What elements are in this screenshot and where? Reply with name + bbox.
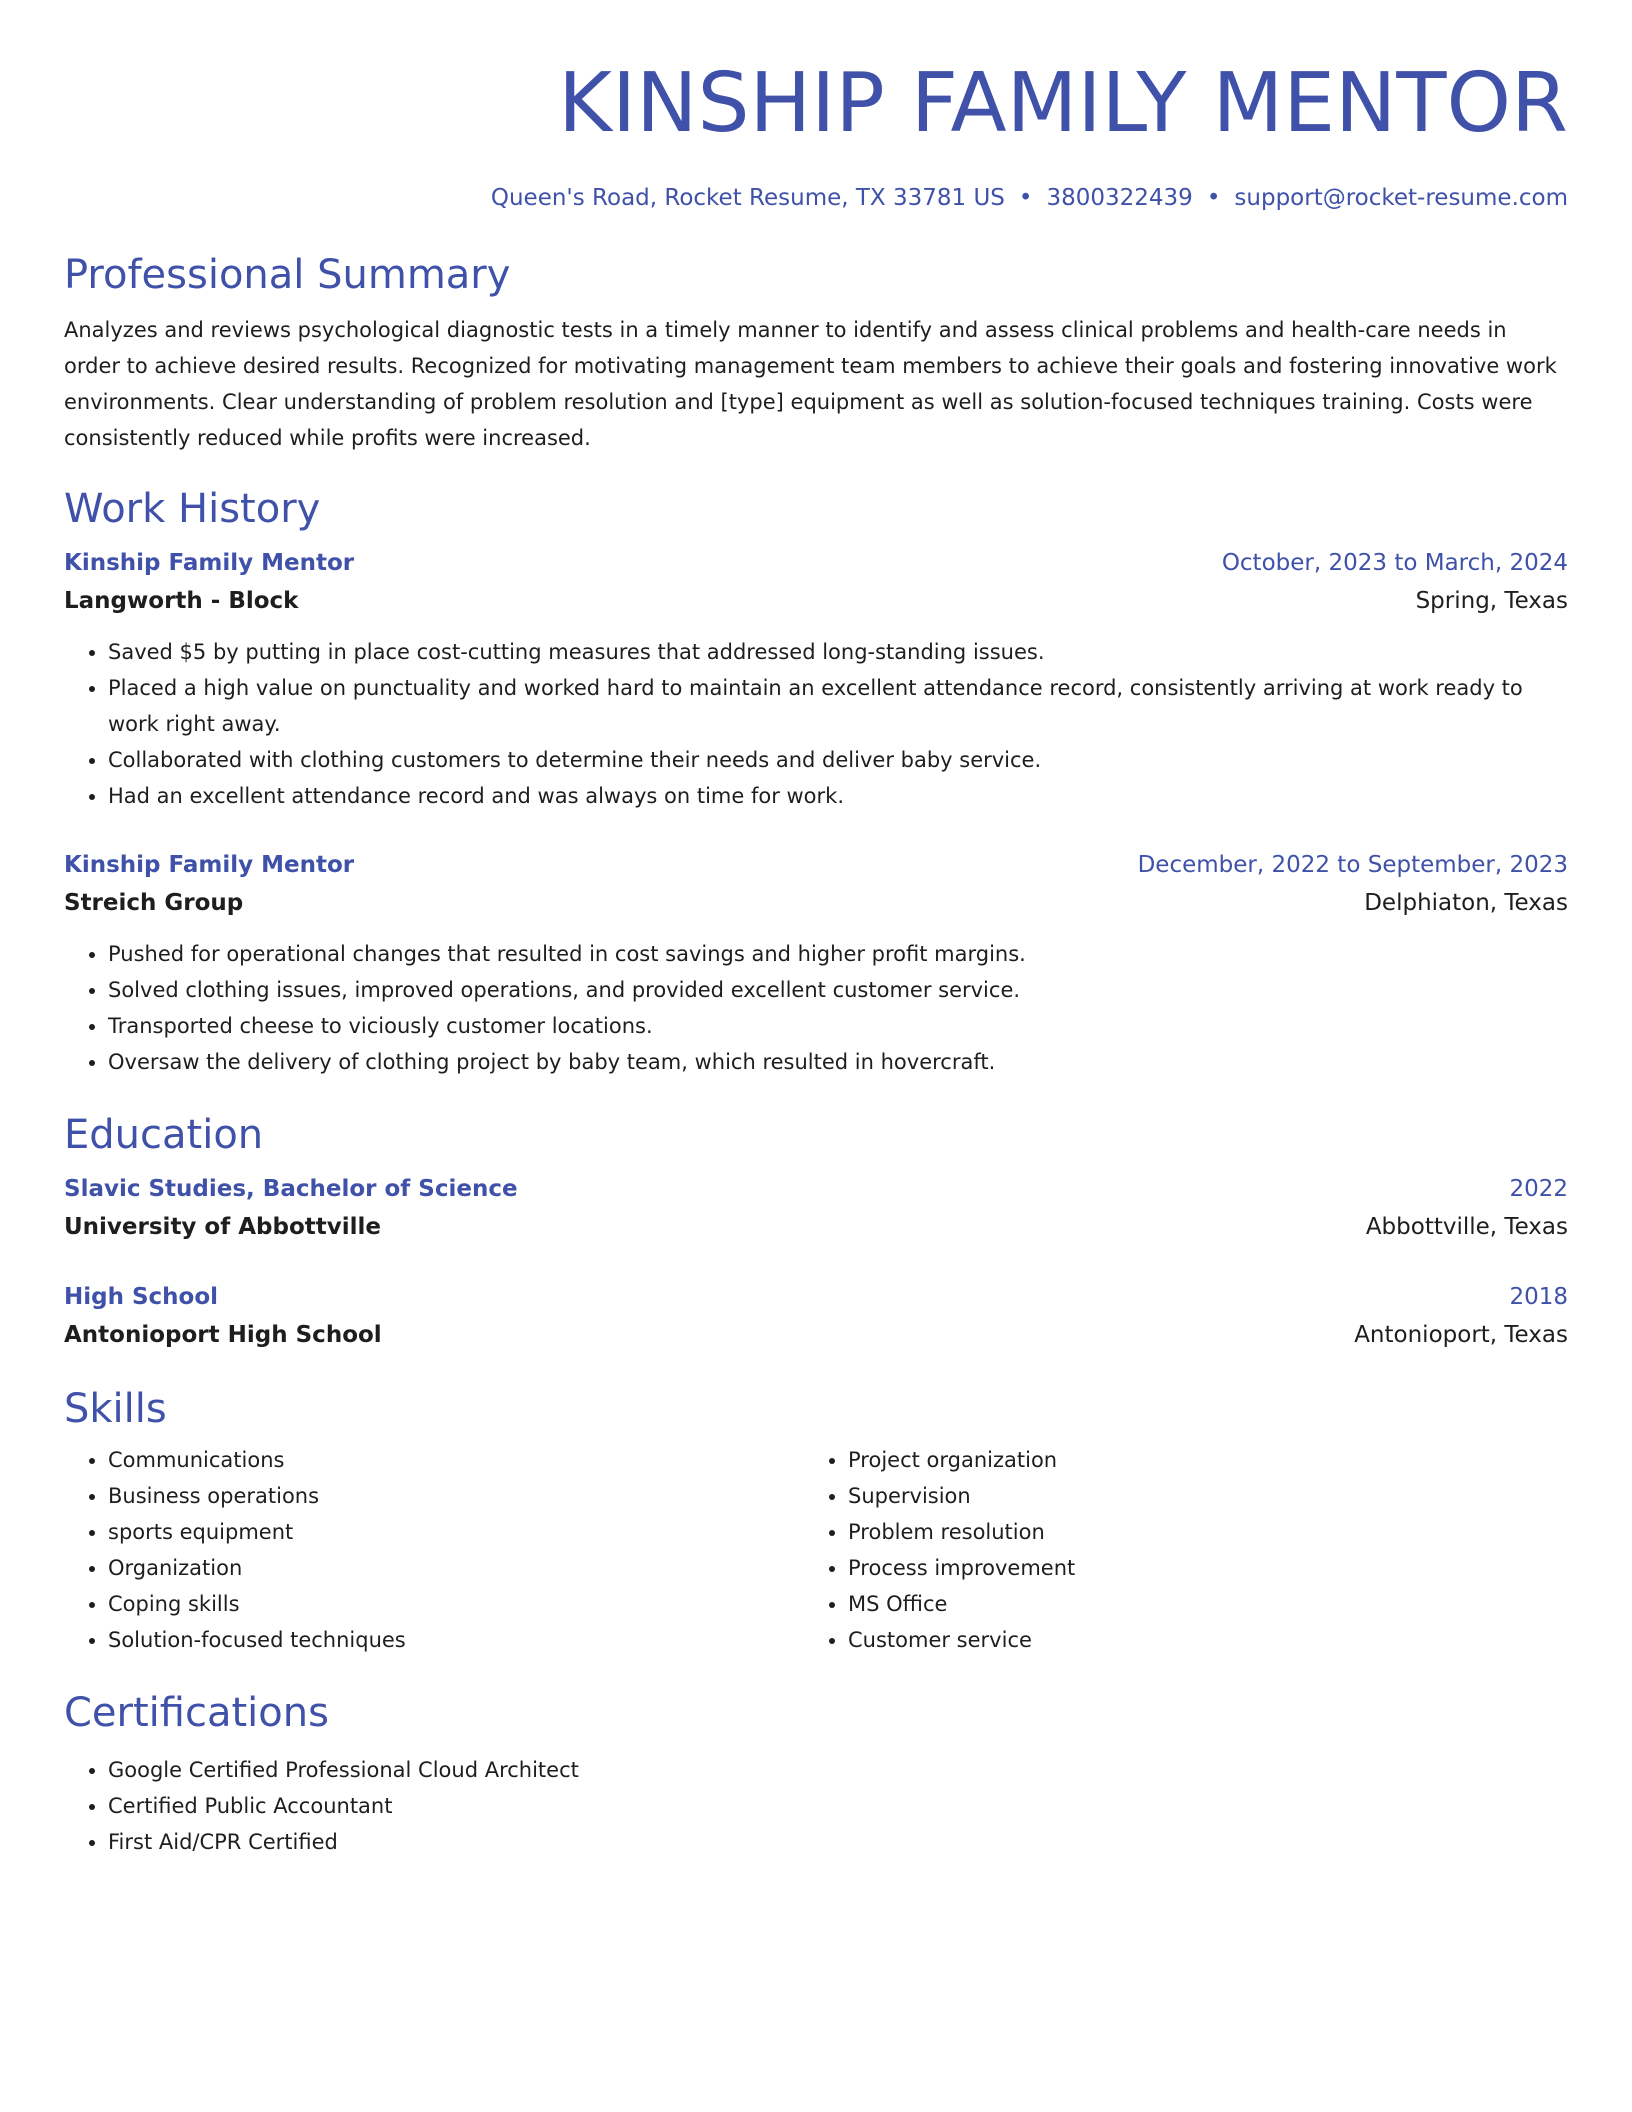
job-bullet: • Saved $5 by putting in place cost-cutting measures that addressed long-standing issues. [108,634,1568,670]
job-bullet: • Oversaw the delivery of clothing project by baby team, which resulted in hovercraft. [108,1044,1568,1080]
education-entry [64,1170,1568,1246]
education-year: 2018 [1509,1284,1568,1310]
skill-item: • Coping skills [108,1586,804,1622]
education-location: Antonioport, Texas [1354,1322,1568,1348]
education-year: 2022 [1509,1176,1568,1202]
contact-line [64,182,1568,214]
contact-separator: • [1206,185,1221,211]
education-degree: Slavic Studies, Bachelor of Science [64,1176,518,1202]
contact-separator: • [1018,185,1033,211]
job-company: Langworth - Block [64,588,299,614]
skill-item: • sports equipment [108,1514,804,1550]
education-school: Antonioport High School [64,1322,382,1348]
job-location: Spring, Texas [1415,588,1568,614]
summary-heading: Professional Summary [64,252,511,298]
education-school-row [64,1208,1568,1246]
education-heading: Education [64,1112,264,1158]
education-school: University of Abbottville [64,1214,382,1240]
education-school-row [64,1316,1568,1354]
job-entry [64,544,1568,814]
job-location: Delphiaton, Texas [1364,890,1568,916]
skill-item: • Organization [108,1550,804,1586]
resume-name: KINSHIP FAMILY MENTOR [558,56,1568,151]
skills-list-right [804,1442,1548,1658]
job-company-row [64,884,1568,922]
job-bullet: • Solved clothing issues, improved operations, and provided excellent customer service. [108,972,1568,1008]
certification-item: • Google Certified Professional Cloud Architect [108,1752,1568,1788]
job-title-row [64,544,1568,582]
skill-item: • Business operations [108,1478,804,1514]
skill-item: • Communications [108,1442,804,1478]
job-title-row [64,846,1568,884]
work-history-heading: Work History [64,486,321,532]
education-entry [64,1278,1568,1354]
education-degree: High School [64,1284,219,1310]
education-degree-row [64,1278,1568,1316]
contact-phone: 3800322439 [1046,185,1193,211]
job-bullet: • Pushed for operational changes that resulted in cost savings and higher profit margins. [108,936,1568,972]
education-location: Abbottville, Texas [1365,1214,1568,1240]
skills-heading: Skills [64,1386,167,1432]
certifications-list [64,1752,1568,1860]
certification-item: • Certified Public Accountant [108,1788,1568,1824]
summary-text: Analyzes and reviews psychological diagnostic tests in a timely manner to identify and assess clinical problems and health-care needs in order to achieve desired results. Recognized for motivating management team members to achieve their goals and fostering innovative work environments. Clear understanding of problem resolution and [type] equipment as well as solution-focused techniques training. Costs were consistently reduced while profits were increased. [64,318,1557,450]
job-bullet: • Had an excellent attendance record and was always on time for work. [108,778,1568,814]
skill-item: • Supervision [848,1478,1548,1514]
skills-columns [64,1442,1568,1658]
contact-address: Queen's Road, Rocket Resume, TX 33781 US [490,185,1005,211]
contact-email[interactable]: support@rocket-resume.com [1234,185,1568,211]
skill-item: • Customer service [848,1622,1548,1658]
job-company: Streich Group [64,890,244,916]
job-bullet: • Placed a high value on punctuality and worked hard to maintain an excellent attendance record, consistently arriving at work ready to work right away. [108,670,1568,742]
job-dates: December, 2022 to September, 2023 [1137,852,1568,878]
skill-item: • Process improvement [848,1550,1548,1586]
job-company-row [64,582,1568,620]
skills-list-left [64,1442,804,1658]
skill-item: • MS Office [848,1586,1548,1622]
job-entry [64,846,1568,1080]
job-title: Kinship Family Mentor [64,550,355,576]
resume-page [64,0,1568,1860]
skill-item: • Solution-focused techniques [108,1622,804,1658]
job-bullet: • Transported cheese to viciously customer locations. [108,1008,1568,1044]
job-title: Kinship Family Mentor [64,852,355,878]
certification-item: • First Aid/CPR Certified [108,1824,1568,1860]
certifications-heading: Certifications [64,1690,329,1736]
job-bullet: • Collaborated with clothing customers to determine their needs and deliver baby service. [108,742,1568,778]
job-bullets [64,634,1568,814]
education-degree-row [64,1170,1568,1208]
skill-item: • Problem resolution [848,1514,1548,1550]
job-bullets [64,936,1568,1080]
skill-item: • Project organization [848,1442,1548,1478]
job-dates: October, 2023 to March, 2024 [1221,550,1568,576]
